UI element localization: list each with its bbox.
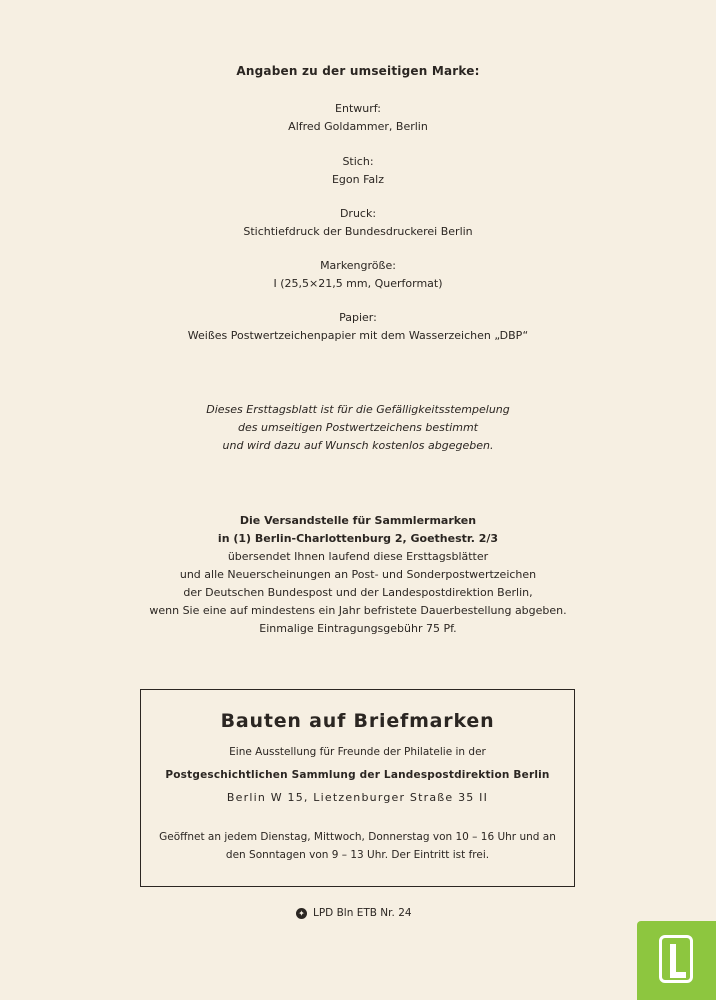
lastdodo-logo-icon [637,921,716,1000]
detail-label-design: Entwurf: [335,102,381,115]
versand-fee-line: Einmalige Eintragungsgebühr 75 Pf. [259,622,457,635]
detail-label-paper: Papier: [339,311,377,324]
post-emblem-icon: ✦ [296,908,307,919]
exhibition-address: Berlin W 15, Lietzenburger Straße 35 II [226,791,489,804]
versand-line: übersendet Ihnen laufend diese Ersttagsblätter [227,550,489,563]
detail-label-size: Markengröße: [320,259,396,272]
versand-line: und alle Neuerscheinungen an Post- und Sonderpostwertzeichen [179,568,537,581]
versand-line: wenn Sie eine auf mindestens ein Jahr befristete Dauerbestellung abgeben. [149,604,567,617]
versand-address-line: in (1) Berlin-Charlottenburg 2, Goethestr. 2/3 [217,532,499,545]
exhibition-hours-line: Geöffnet an jedem Dienstag, Mittwoch, Donnerstag von 10 – 16 Uhr und an [159,831,556,843]
notice-line: und wird dazu auf Wunsch kostenlos abgegeben. [222,439,494,452]
exhibition-hours-line: den Sonntagen von 9 – 13 Uhr. Der Eintritt ist frei. [225,849,490,861]
page-heading: Angaben zu der umseitigen Marke: [236,64,480,78]
exhibition-intro: Eine Ausstellung für Freunde der Philatelie in der [229,746,486,758]
detail-value-engraving: Egon Falz [331,173,385,186]
footer-text: LPD Bln ETB Nr. 24 [313,907,412,919]
versand-line: der Deutschen Bundespost und der Landespostdirektion Berlin, [183,586,533,599]
footer-reference [296,907,412,919]
detail-label-print: Druck: [339,207,377,220]
detail-value-paper: Weißes Postwertzeichenpapier mit dem Wasserzeichen „DBP“ [187,329,529,342]
exhibition-institution: Postgeschichtlichen Sammlung der Landespostdirektion Berlin [165,769,550,781]
notice-line: des umseitigen Postwertzeichens bestimmt [238,421,478,434]
exhibition-box [140,689,575,887]
versand-title-line: Die Versandstelle für Sammlermarken [239,514,477,527]
exhibition-title: Bauten auf Briefmarken [220,710,495,732]
detail-value-size: I (25,5×21,5 mm, Querformat) [273,277,443,290]
notice-line: Dieses Ersttagsblatt ist für die Gefälligkeitsstempelung [206,403,510,416]
detail-label-engraving: Stich: [342,155,374,168]
detail-value-print: Stichtiefdruck der Bundesdruckerei Berlin [243,225,473,238]
detail-value-design: Alfred Goldammer, Berlin [288,120,428,133]
